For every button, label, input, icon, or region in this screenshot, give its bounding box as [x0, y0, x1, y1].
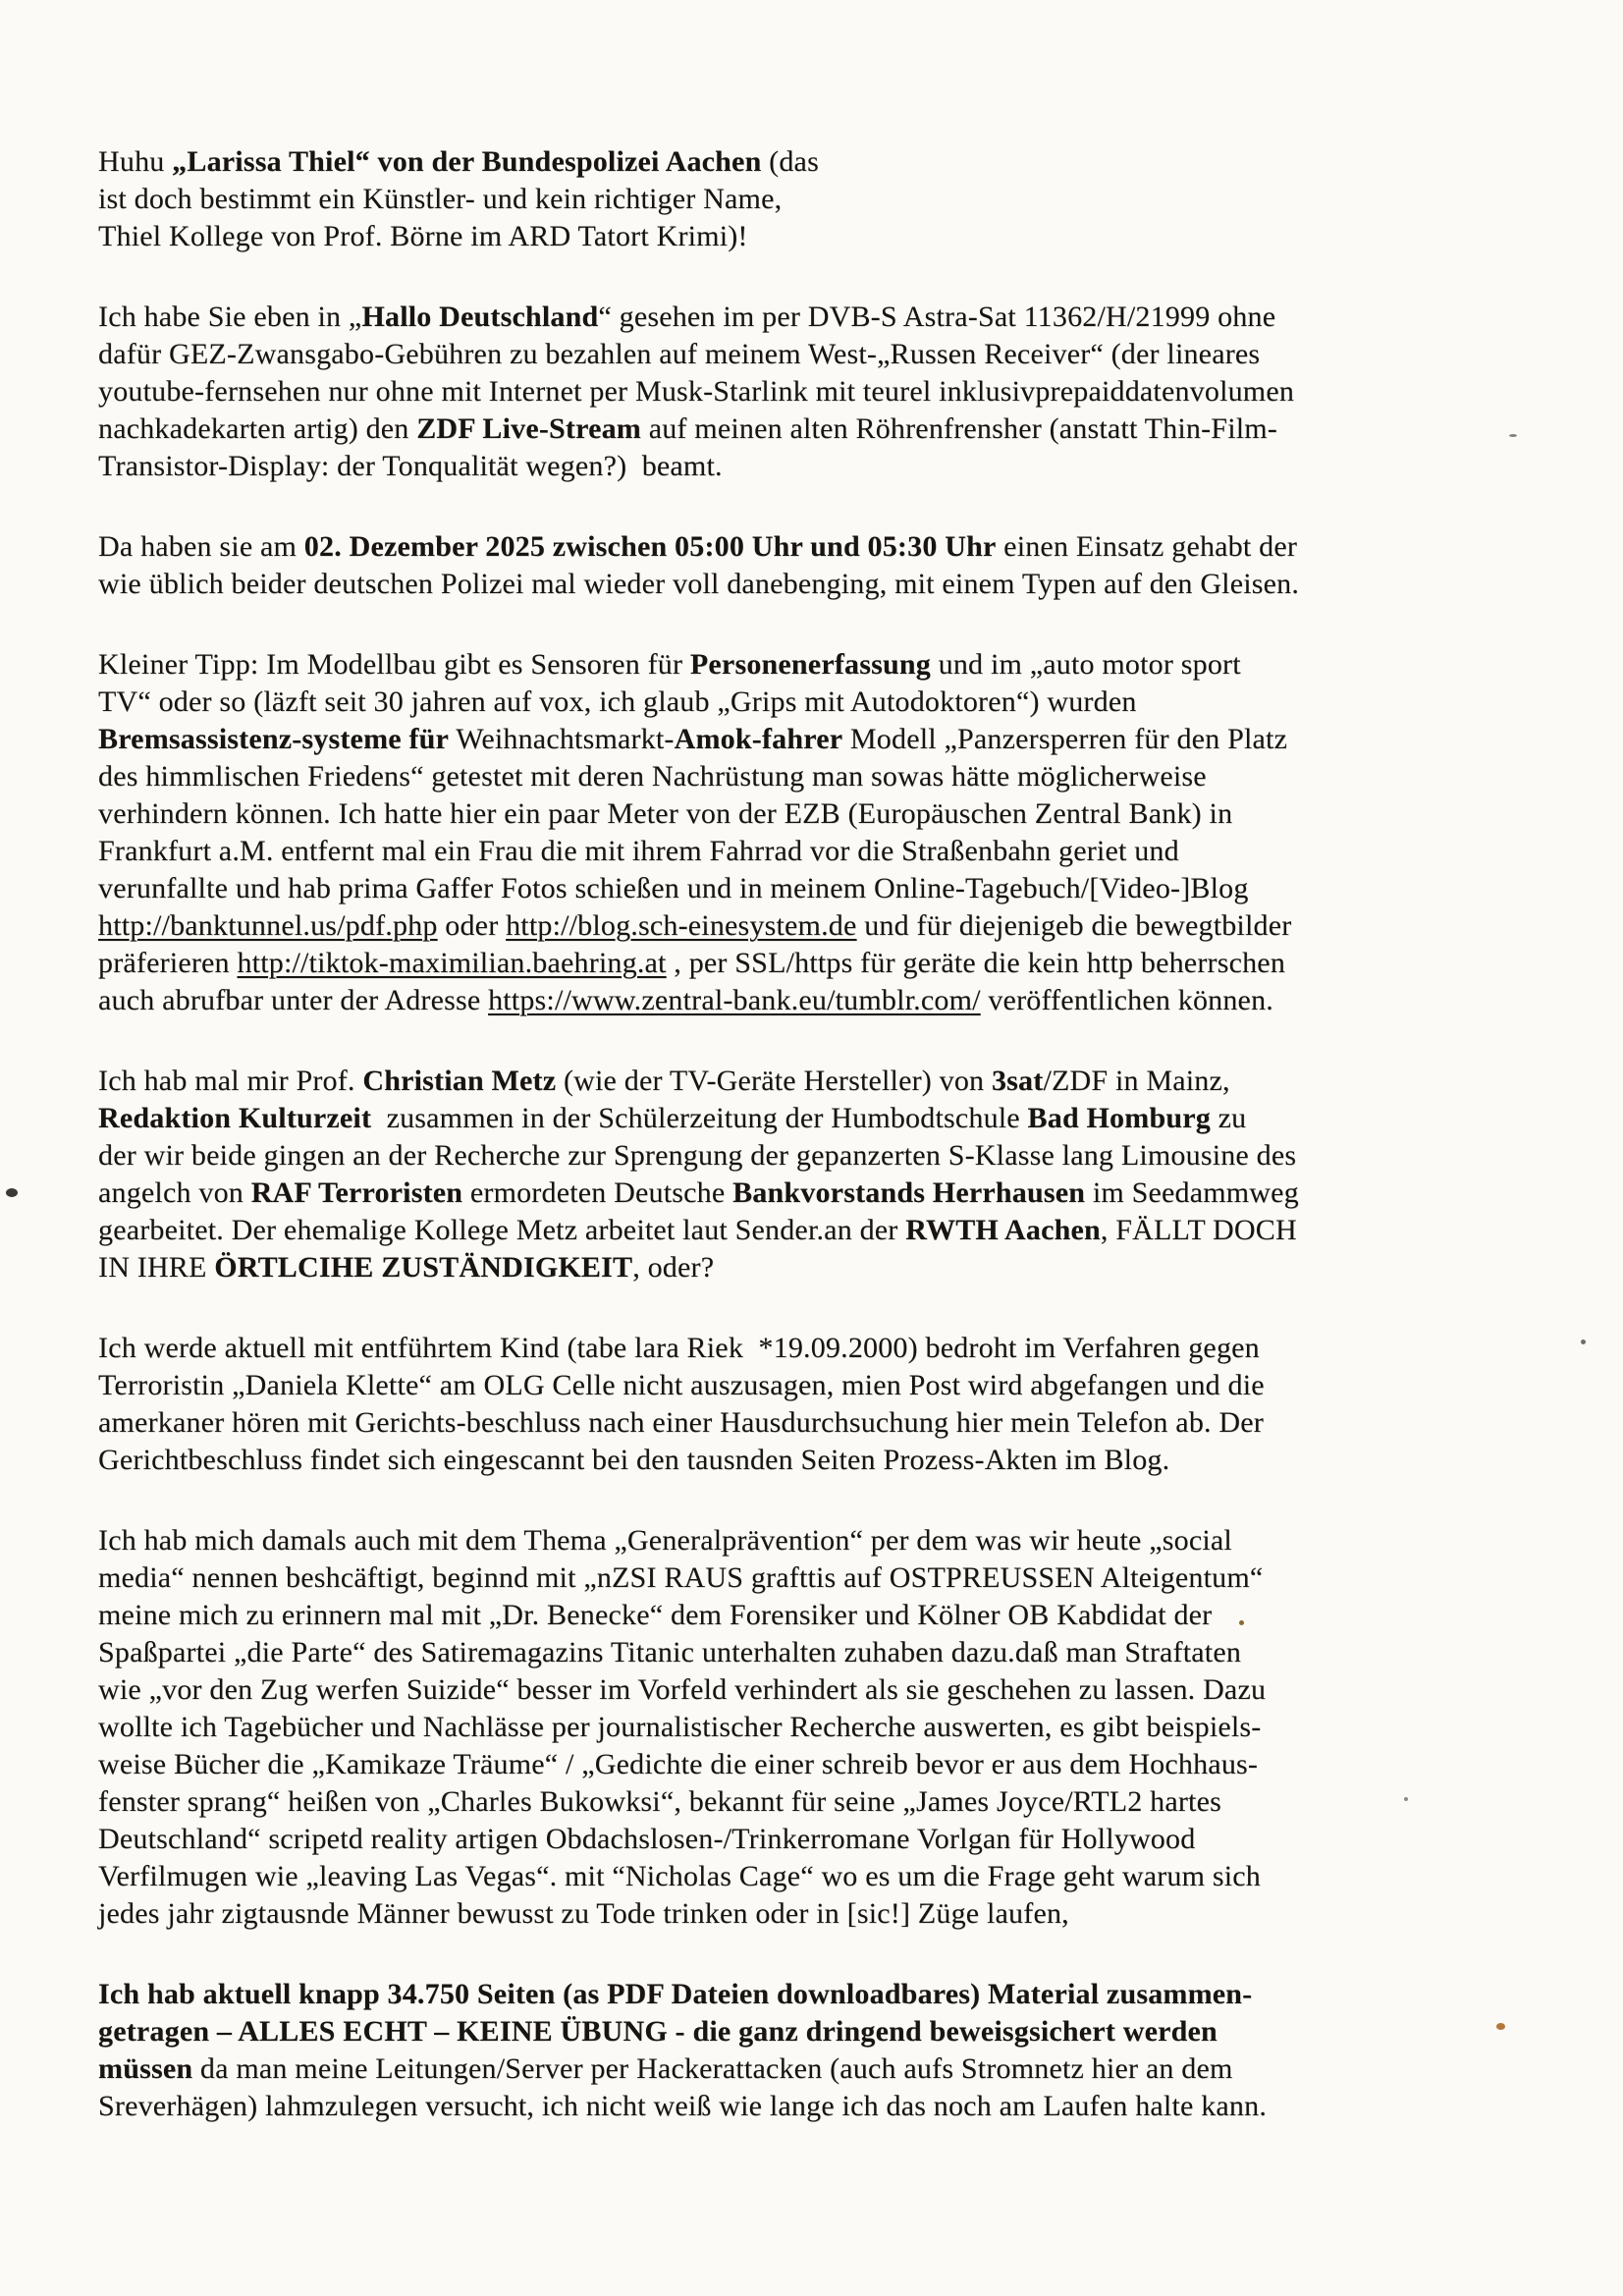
text-segment: (das: [761, 145, 819, 178]
text-line: [98, 982, 1502, 1019]
text-line: [98, 758, 1502, 795]
scan-speck: [1581, 1339, 1586, 1344]
text-line: [98, 1858, 1502, 1895]
text-segment: wollte ich Tagebücher und Nachlässe per journalistischer Recherche auswerten, es gibt beispiels-: [98, 1711, 1262, 1743]
scan-speck: [1239, 1620, 1244, 1625]
text-segment: wie üblich beider deutschen Polizei mal wieder voll danebenging, mit einem Typen auf den Gleisen.: [98, 568, 1300, 600]
text-line: [98, 1249, 1502, 1286]
text-segment: 3sat: [991, 1065, 1044, 1097]
text-line: [98, 528, 1502, 566]
text-segment: des himmlischen Friedens“ getestet mit deren Nachrüstung man sowas hätte möglicherweise: [98, 760, 1207, 793]
text-line: [98, 1976, 1502, 2013]
text-segment: einen Einsatz gehabt der: [996, 530, 1298, 563]
text-line: [98, 945, 1502, 982]
text-segment: veröffentlichen können.: [980, 984, 1273, 1016]
text-segment: Verfilmugen wie „leaving Las Vegas“. mit “Nicholas Cage“ wo es um die Frage geht warum sich: [98, 1860, 1261, 1892]
text-segment: Frankfurt a.M. entfernt mal ein Frau die mit ihrem Fahrrad vor die Straßenbahn geriet und: [98, 835, 1179, 867]
text-line: [98, 1063, 1502, 1100]
text-segment: Redaktion Kulturzeit: [98, 1102, 372, 1134]
text-line: [98, 1522, 1502, 1559]
paragraph: [98, 1522, 1502, 1933]
text-line: [98, 1330, 1502, 1367]
text-segment: nachkadekarten artig) den: [98, 412, 417, 445]
text-segment: Bankvorstands Herrhausen: [732, 1176, 1086, 1209]
text-segment: Deutschland“ scripetd reality artigen Obdachslosen-/Trinkerromane Vorlgan für Hollywood: [98, 1823, 1196, 1855]
text-segment: und für diejenigeb die bewegtbilder: [856, 909, 1292, 942]
text-segment: Hallo Deutschland: [361, 301, 599, 333]
text-line: [98, 2050, 1502, 2088]
paragraph: [98, 299, 1502, 485]
text-segment: gearbeitet. Der ehemalige Kollege Metz arbeitet laut Sender.an der: [98, 1214, 906, 1246]
text-segment: (wie der TV-Geräte Hersteller) von: [556, 1065, 992, 1097]
text-segment: oder: [437, 909, 507, 942]
text-segment: amerkaner hören mit Gerichts-beschluss nach einer Hausdurchsuchung hier mein Telefon ab. Der: [98, 1406, 1264, 1439]
text-segment: /ZDF in Mainz,: [1043, 1065, 1230, 1097]
text-line: [98, 218, 1502, 255]
text-segment: Amok-fahrer: [674, 723, 843, 755]
text-segment: verhindern können. Ich hatte hier ein paar Meter von der EZB (Europäuschen Zentral Bank) in: [98, 797, 1233, 830]
text-segment: zusammen in der Schülerzeitung der Humbodtschule: [371, 1102, 1028, 1134]
paragraph: [98, 1976, 1502, 2125]
url-text: http://banktunnel.us/pdf.php: [98, 909, 438, 942]
text-segment: Terroristin „Daniela Klette“ am OLG Celle nicht auszusagen, mien Post wird abgefangen und die: [98, 1369, 1265, 1401]
text-segment: Spaßpartei „die Parte“ des Satiremagazins Titanic unterhalten zuhaben dazu.daß man Straftaten: [98, 1636, 1242, 1668]
text-line: [98, 1821, 1502, 1858]
text-segment: Ich werde aktuell mit entführtem Kind (tabe lara Riek *19.09.2000) bedroht im Verfahren gegen: [98, 1332, 1260, 1364]
scan-speck: [1404, 1797, 1408, 1801]
url-text: http://tiktok-maximilian.baehring.at: [237, 947, 667, 979]
document-body: [98, 143, 1502, 2168]
scan-speck: [1496, 2023, 1505, 2030]
text-line: [98, 181, 1502, 218]
text-segment: , FÄLLT DOCH: [1100, 1214, 1297, 1246]
text-line: [98, 1367, 1502, 1404]
text-line: [98, 566, 1502, 603]
text-line: [98, 1709, 1502, 1746]
text-segment: , per SSL/https für geräte die kein http beherrschen: [666, 947, 1286, 979]
text-segment: Thiel Kollege von Prof. Börne im ARD Tatort Krimi)!: [98, 220, 748, 252]
text-segment: der wir beide gingen an der Recherche zur Sprengung der gepanzerten S-Klasse lang Limousine des: [98, 1139, 1297, 1172]
text-segment: Personenerfassung: [689, 648, 931, 681]
text-line: [98, 1783, 1502, 1821]
scan-speck: [6, 1188, 18, 1197]
text-segment: präferieren: [98, 947, 238, 979]
scan-speck: [1509, 434, 1517, 437]
text-line: [98, 833, 1502, 870]
text-line: [98, 299, 1502, 336]
text-segment: RWTH Aachen: [905, 1214, 1101, 1246]
text-segment: Ich hab mich damals auch mit dem Thema „Generalprävention“ per dem was wir heute „social: [98, 1524, 1232, 1557]
text-segment: zu: [1210, 1102, 1247, 1134]
text-segment: dafür GEZ-Zwansgabo-Gebühren zu bezahlen auf meinem West-„Russen Receiver“ (der lineares: [98, 338, 1261, 370]
text-segment: Ich habe Sie eben in „: [98, 301, 362, 333]
text-line: [98, 1175, 1502, 1212]
text-segment: Transistor-Display: der Tonqualität wegen?) beamt.: [98, 450, 723, 482]
text-segment: ÖRTLCIHE ZUSTÄNDIGKEIT: [214, 1251, 633, 1284]
text-segment: Christian Metz: [362, 1065, 557, 1097]
url-text: http://blog.sch-einesystem.de: [506, 909, 857, 942]
text-segment: Gerichtbeschluss findet sich eingescannt bei den tausnden Seiten Prozess-Akten im Blog.: [98, 1444, 1170, 1476]
text-segment: müssen: [98, 2052, 193, 2085]
text-line: [98, 373, 1502, 410]
text-segment: 02. Dezember 2025 zwischen 05:00 Uhr und 05:30 Uhr: [303, 530, 997, 563]
text-line: [98, 795, 1502, 833]
text-segment: ZDF Live-Stream: [416, 412, 641, 445]
text-segment: meine mich zu erinnern mal mit „Dr. Benecke“ dem Forensiker und Kölner OB Kabdidat der: [98, 1599, 1213, 1631]
text-segment: ermordeten Deutsche: [462, 1176, 733, 1209]
text-segment: TV“ oder so (läzft seit 30 jahren auf vox, ich glaub „Grips mit Autodoktoren“) wurden: [98, 685, 1137, 718]
text-segment: und im „auto motor sport: [930, 648, 1241, 681]
paragraph: [98, 1063, 1502, 1286]
text-segment: jedes jahr zigtausnde Männer bewusst zu Tode trinken oder in [sic!] Züge laufen,: [98, 1897, 1069, 1930]
text-line: [98, 143, 1502, 181]
text-line: [98, 1597, 1502, 1634]
text-segment: getragen – ALLES ECHT – KEINE ÜBUNG - die ganz dringend beweisgsichert werden: [98, 2015, 1217, 2048]
text-segment: youtube-fernsehen nur ohne mit Internet per Musk-Starlink mit teurel inklusivprepaiddatenvolumen: [98, 375, 1295, 408]
text-line: [98, 1671, 1502, 1709]
paragraph: [98, 1330, 1502, 1479]
text-segment: Weihnachtsmarkt-: [449, 723, 675, 755]
text-line: [98, 870, 1502, 907]
text-line: [98, 1137, 1502, 1175]
text-line: [98, 448, 1502, 485]
text-line: [98, 1895, 1502, 1933]
text-line: [98, 1746, 1502, 1783]
text-segment: angelch von: [98, 1176, 251, 1209]
text-segment: Bad Homburg: [1027, 1102, 1211, 1134]
text-segment: Modell „Panzersperren für den Platz: [842, 723, 1288, 755]
text-segment: weise Bücher die „Kamikaze Träume“ / „Gedichte die einer schreib bevor er aus dem Hochhaus-: [98, 1748, 1259, 1780]
text-line: [98, 2088, 1502, 2125]
text-segment: Sreverhägen) lahmzulegen versucht, ich nicht weiß wie lange ich das noch am Laufen halte kann.: [98, 2090, 1268, 2122]
text-segment: „Larissa Thiel“ von der Bundespolizei Aachen: [172, 145, 762, 178]
text-segment: da man meine Leitungen/Server per Hackerattacken (auch aufs Stromnetz hier an dem: [192, 2052, 1233, 2085]
text-segment: Kleiner Tipp: Im Modellbau gibt es Sensoren für: [98, 648, 690, 681]
text-segment: “ gesehen im per DVB-S Astra-Sat 11362/H/21999 ohne: [598, 301, 1276, 333]
text-segment: Bremsassistenz-systeme für: [98, 723, 450, 755]
text-segment: im Seedammweg: [1085, 1176, 1299, 1209]
text-segment: media“ nennen beshcäftigt, beginnd mit „nZSI RAUS grafttis auf OSTPREUSSEN Alteigentum“: [98, 1561, 1264, 1594]
text-segment: Ich hab mal mir Prof.: [98, 1065, 363, 1097]
url-text: https://www.zentral-bank.eu/tumblr.com/: [488, 984, 981, 1016]
text-line: [98, 1559, 1502, 1597]
text-segment: auf meinen alten Röhrenfrensher (anstatt Thin-Film-: [641, 412, 1277, 445]
paragraph: [98, 646, 1502, 1019]
text-line: [98, 1634, 1502, 1671]
text-segment: Ich hab aktuell knapp 34.750 Seiten (as PDF Dateien downloadbares) Material zusammen-: [98, 1978, 1253, 2010]
text-segment: RAF Terroristen: [250, 1176, 463, 1209]
text-segment: IN IHRE: [98, 1251, 215, 1284]
text-segment: auch abrufbar unter der Adresse: [98, 984, 489, 1016]
text-line: [98, 683, 1502, 721]
text-segment: fenster sprang“ heißen von „Charles Bukowksi“, bekannt für seine „James Joyce/RTL2 hartes: [98, 1785, 1221, 1818]
text-segment: verunfallte und hab prima Gaffer Fotos schießen und in meinem Online-Tagebuch/[Video-]Blog: [98, 872, 1249, 904]
text-line: [98, 2013, 1502, 2050]
text-line: [98, 907, 1502, 945]
text-segment: Huhu: [98, 145, 173, 178]
text-line: [98, 1404, 1502, 1442]
text-line: [98, 410, 1502, 448]
text-line: [98, 646, 1502, 683]
paragraph: [98, 143, 1502, 255]
text-segment: , oder?: [632, 1251, 715, 1284]
text-segment: Da haben sie am: [98, 530, 304, 563]
text-line: [98, 721, 1502, 758]
text-line: [98, 336, 1502, 373]
text-segment: wie „vor den Zug werfen Suizide“ besser im Vorfeld verhindert als sie geschehen zu lassen. Dazu: [98, 1673, 1267, 1706]
paragraph: [98, 528, 1502, 603]
text-line: [98, 1100, 1502, 1137]
text-line: [98, 1442, 1502, 1479]
text-segment: ist doch bestimmt ein Künstler- und kein richtiger Name,: [98, 183, 783, 215]
text-line: [98, 1212, 1502, 1249]
